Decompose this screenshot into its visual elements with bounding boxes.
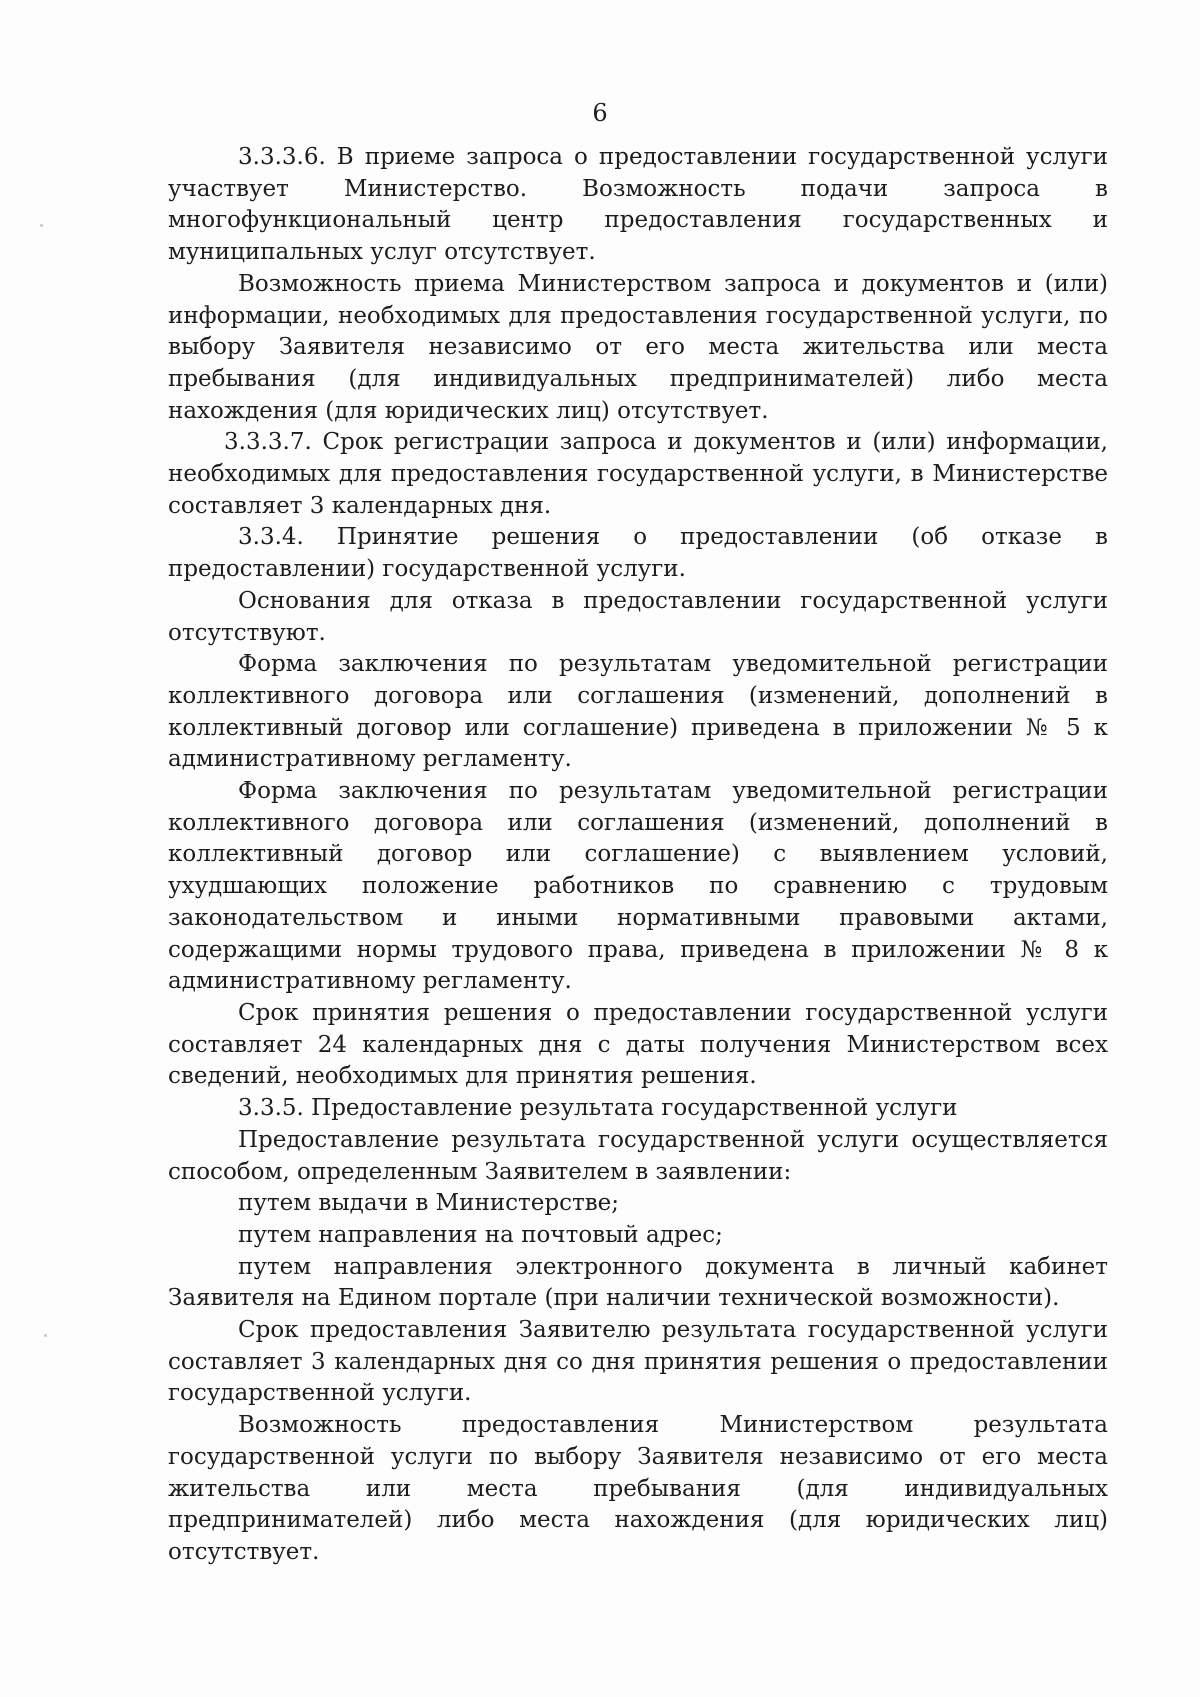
paragraph-refusal-grounds: Основания для отказа в предоставлении государственной услуги отсутствуют. (168, 587, 1108, 646)
page-number: 6 (592, 99, 608, 127)
paragraph-result-method: Предоставление результата государственной услуги осуществляется способом, определенным Заявителем в заявлении: (168, 1126, 1108, 1185)
paragraph-conclusion-form-8: Форма заключения по результатам уведомительной регистрации коллективного договора или соглашения (изменений, дополнений в коллективный договор или соглашение) с выявлением условий, ухудшающих положение работников по сравнению с трудовым законодательством и иными нормативными правовыми актами, содержащими нормы трудового права, приведена в приложении № 8 к административному регламенту. (168, 778, 1108, 995)
scan-speck (40, 224, 43, 227)
list-item-ministry: путем выдачи в Министерстве; (238, 1190, 620, 1217)
scan-speck (44, 1334, 47, 1337)
document-body (168, 142, 1108, 1569)
paragraph-3-3-5: 3.3.5. Предоставление результата государственной услуги (238, 1095, 958, 1122)
paragraph-result-possibility: Возможность предоставления Министерством результата государственной услуги по выбору Заявителя независимо от его места жительства или места пребывания (для индивидуальных предпринимателей) либо места нахождения (для юридических лиц) отсутствует. (168, 1412, 1108, 1565)
paragraph-result-term: Срок предоставления Заявителю результата государственной услуги составляет 3 календарных дня со дня принятия решения о предоставлении государственной услуги. (168, 1317, 1108, 1407)
paragraph-3-3-3-6: 3.3.3.6. В приеме запроса о предоставлении государственной услуги участвует Министерство. Возможность подачи запроса в многофункциональный центр предоставления государственных и муниципальных услуг отсутствует. (168, 144, 1108, 266)
paragraph-conclusion-form-5: Форма заключения по результатам уведомительной регистрации коллективного договора или соглашения (изменений, дополнений в коллективный договор или соглашение) приведена в приложении № 5 к административному регламенту. (168, 651, 1108, 773)
paragraph-3-3-3-7: 3.3.3.7. Срок регистрации запроса и документов и (или) информации, необходимых для предоставления государственной услуги, в Министерстве составляет 3 календарных дня. (168, 429, 1108, 519)
paragraph-reception-possibility: Возможность приема Министерством запроса и документов и (или) информации, необходимых для предоставления государственной услуги, по выбору Заявителя независимо от его места жительства или места пребывания (для индивидуальных предпринимателей) либо места нахождения (для юридических лиц) отсутствует. (168, 270, 1108, 424)
paragraph-3-3-4: 3.3.4. Принятие решения о предоставлении (об отказе в предоставлении) государственной услуги. (168, 524, 1108, 583)
list-item-electronic: путем направления электронного документа в личный кабинет Заявителя на Едином портале (при наличии технической возможности). (168, 1253, 1108, 1312)
list-item-postal: путем направления на почтовый адрес; (238, 1221, 723, 1248)
paragraph-decision-term: Срок принятия решения о предоставлении государственной услуги составляет 24 календарных дня с даты получения Министерством всех сведений, необходимых для принятия решения. (168, 999, 1108, 1090)
